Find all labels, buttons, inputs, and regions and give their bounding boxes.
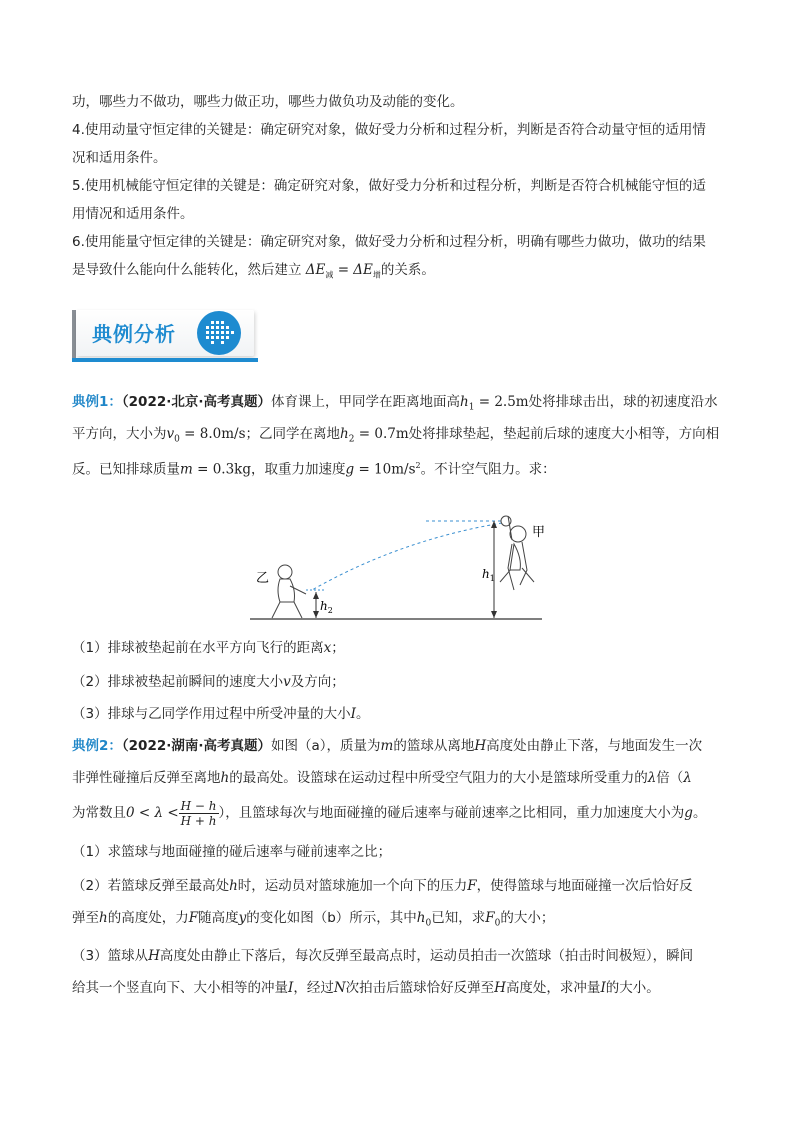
text: ；乙同学在离地 — [245, 426, 341, 442]
var-i: I — [288, 980, 294, 996]
text: 5.使用机械能守恒定律的关键是：确定研究对象，做好受力分析和过程分析，判断是否符合机械能守恒的适 — [72, 178, 706, 194]
text: 及方向； — [290, 674, 345, 690]
subscript: 2 — [348, 434, 355, 445]
var-f: F — [467, 878, 477, 894]
text: （3）篮球从 — [72, 948, 149, 964]
text: （2）若篮球反弹至最高处 — [72, 878, 230, 894]
text: 的大小。 — [605, 980, 660, 996]
label-jia: 甲 — [532, 524, 546, 539]
subscript: 1 — [468, 402, 475, 413]
text: 如图（a），质量为 — [271, 738, 381, 754]
text: 的变化如图（b）所示，其中 — [246, 910, 417, 926]
h1-label — [482, 567, 495, 583]
h: h — [320, 599, 328, 613]
delta-e: = ΔE — [333, 262, 373, 278]
intro-line-7 — [72, 256, 732, 290]
text: 给其一个竖直向下、大小相等的冲量 — [72, 980, 288, 996]
ex1-q3 — [72, 700, 732, 728]
text: 6.使用能量守恒定律的关键是：确定研究对象，做好受力分析和过程分析，明确有哪些力做功，做功的结果 — [72, 234, 706, 250]
h: h — [482, 567, 490, 581]
var-y: y — [238, 910, 247, 926]
text: 高度处由静止下落，与地面发生一次 — [486, 738, 703, 754]
text: 反。已知排球质量 — [72, 461, 180, 478]
example-source: （2022·湖南·高考真题） — [121, 738, 271, 754]
var-v: v — [283, 674, 291, 690]
section-banner — [72, 306, 258, 362]
superscript: 2 — [415, 461, 421, 470]
var-i: I — [600, 980, 606, 996]
text: 体育课上，甲同学在距离地面高 — [271, 394, 460, 410]
ex2-line-3 — [72, 796, 732, 830]
banner-underline — [72, 358, 258, 362]
text: 。 — [692, 805, 707, 821]
subscript: 0 — [425, 918, 432, 929]
text: 的篮球从离地 — [393, 738, 475, 754]
dot-grid-icon — [196, 310, 242, 356]
label-yi: 乙 — [256, 570, 270, 585]
text: 处将排球垫起，垫起前后球的速度大小相等，方向相 — [408, 426, 720, 442]
text: （3）排球与乙同学作用过程中所受冲量的大小 — [72, 706, 351, 722]
var-h0: h — [416, 910, 426, 926]
text: ，经过 — [293, 980, 334, 996]
h2-label — [320, 599, 333, 615]
text: ），且篮球每次与地面碰撞的碰后速率与碰前速率之比相同，重力加速度大小为 — [218, 805, 685, 821]
delta-e: ΔE — [305, 262, 326, 278]
text: （1）求篮球与地面碰撞的碰后速率与碰前速率之比； — [72, 844, 392, 860]
var-lambda: λ — [683, 770, 692, 786]
value: = 8.0m/s — [179, 426, 246, 442]
var-h: h — [460, 394, 469, 410]
player-yi — [272, 565, 306, 618]
text: 。不计空气阻力。求： — [420, 461, 556, 478]
var-h: h — [340, 426, 349, 442]
example-source: （2022·北京·高考真题） — [121, 394, 271, 410]
trajectory-path — [312, 523, 502, 590]
subscript: 0 — [174, 434, 180, 445]
ex2-q3-line-1 — [72, 942, 732, 970]
ex1-q2 — [72, 668, 732, 696]
h1-arrow-bottom — [491, 611, 497, 618]
var-f0: F — [485, 910, 495, 926]
text: 的关系。 — [380, 262, 435, 278]
text: 时，运动员对篮球施加一个向下的压力 — [237, 878, 468, 894]
text: 平方向，大小为 — [72, 426, 167, 442]
text: 处将排球击出，球的初速度沿水 — [528, 394, 718, 410]
text: 4.使用动量守恒定律的关键是：确定研究对象，做好受力分析和过程分析，判断是否符合动量守恒的适用情 — [72, 122, 706, 138]
example-label: 典例2： — [72, 738, 122, 754]
numerator: H − h — [180, 798, 217, 813]
var-m: m — [180, 461, 193, 478]
ex2-line-1 — [72, 732, 732, 760]
value: = 10m/s — [354, 461, 416, 478]
condition: 0 < λ < — [126, 805, 179, 821]
energy-equation — [306, 262, 381, 278]
ex2-line-2 — [72, 764, 732, 792]
text: ； — [331, 640, 345, 656]
text: ，使得篮球与地面碰撞一次后恰好反 — [476, 878, 693, 894]
subscript-decrease: 减 — [325, 270, 334, 280]
intro-line-4 — [72, 172, 732, 200]
h2-arrow-top — [313, 592, 319, 599]
var-h-upper: H — [494, 980, 506, 996]
ex1-line-2 — [72, 420, 732, 454]
ex1-line-1 — [72, 388, 732, 422]
ex2-q3-line-2 — [72, 974, 732, 1002]
example-label: 典例1： — [72, 394, 122, 410]
text: 高度处由静止下落后，每次反弹至最高点时，运动员拍击一次篮球（拍击时间极短），瞬间 — [159, 948, 694, 964]
ex2-q2-line-2 — [72, 904, 732, 938]
value: = 0.3kg — [192, 461, 251, 478]
h2-arrow-bottom — [313, 611, 319, 618]
var-g: g — [345, 461, 355, 478]
var-m: m — [380, 738, 394, 754]
var-h: h — [229, 878, 238, 894]
text: 弹至 — [72, 910, 99, 926]
value: = 0.7m — [354, 426, 409, 442]
text: 。 — [355, 706, 370, 722]
text: 的大小； — [500, 910, 555, 926]
section-title: 典例分析 — [92, 322, 176, 346]
player-jia — [500, 516, 534, 590]
var-h-upper: H — [148, 948, 160, 964]
sub: 2 — [327, 606, 333, 615]
volleyball-figure — [250, 510, 550, 625]
text: 随高度 — [198, 910, 239, 926]
text: 是导致什么能向什么能转化，然后建立 — [72, 262, 302, 278]
text: （1）排球被垫起前在水平方向飞行的距离 — [72, 640, 324, 656]
var-g: g — [684, 805, 693, 821]
text: 的最高处。设篮球在运动过程中所受空气阻力的大小是篮球所受重力的 — [229, 770, 648, 786]
var-n: N — [333, 980, 346, 996]
var-h: h — [99, 910, 108, 926]
sub: 1 — [489, 574, 495, 583]
text: 功，哪些力不做功，哪些力做正功，哪些力做负功及动能的变化。 — [72, 94, 464, 110]
text: 的高度处，力 — [107, 910, 189, 926]
intro-line-6 — [72, 228, 732, 256]
ex1-q1 — [72, 634, 732, 662]
fraction — [179, 799, 219, 828]
text: 已知，求 — [431, 910, 486, 926]
var-lambda: λ — [647, 770, 657, 786]
text: 高度处，求冲量 — [505, 980, 601, 996]
var-f: F — [188, 910, 199, 926]
text: 非弹性碰撞后反弹至离地 — [72, 770, 221, 786]
text: 倍（ — [656, 770, 684, 786]
text: （2）排球被垫起前瞬间的速度大小 — [72, 674, 284, 690]
intro-line-5 — [72, 200, 732, 228]
text: 为常数且 — [72, 805, 126, 821]
subscript-increase: 增 — [372, 270, 381, 280]
var-x: x — [323, 640, 332, 656]
ex1-line-3 — [72, 452, 732, 484]
var-h-upper: H — [474, 738, 487, 754]
ex2-q2-line-1 — [72, 872, 732, 900]
intro-line-3 — [72, 144, 732, 172]
denominator: H + h — [180, 813, 217, 828]
intro-line-2 — [72, 116, 732, 144]
text: 况和适用条件。 — [72, 150, 167, 166]
intro-line-1 — [72, 88, 732, 116]
text: 次拍击后篮球恰好反弹至 — [345, 980, 495, 996]
subscript: 0 — [494, 918, 501, 929]
text: ，取重力加速度 — [251, 461, 346, 478]
var-i: I — [350, 706, 356, 722]
value: = 2.5m — [474, 394, 529, 410]
ex2-q1 — [72, 838, 732, 866]
text: 用情况和适用条件。 — [72, 206, 194, 222]
var-v: v — [166, 426, 175, 442]
var-h: h — [220, 770, 230, 786]
